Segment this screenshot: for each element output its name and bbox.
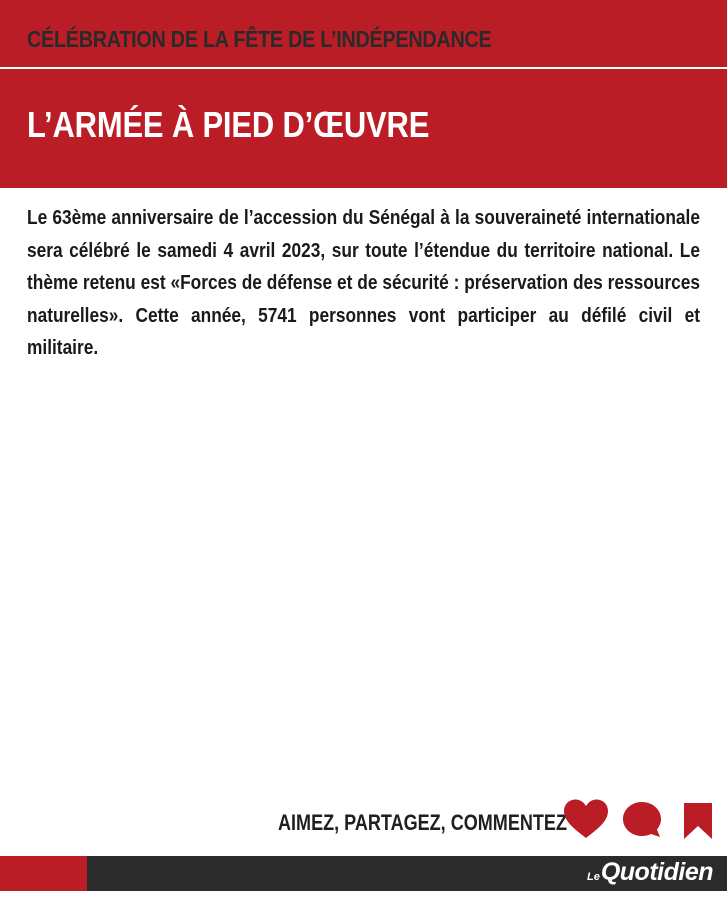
logo-prefix: Le bbox=[587, 871, 600, 883]
footer-bottom-margin bbox=[0, 891, 727, 908]
engagement-cta: AIMEZ, PARTAGEZ, COMMENTEZ bbox=[278, 810, 567, 835]
header-banner bbox=[0, 0, 727, 188]
bookmark-icon[interactable] bbox=[682, 802, 714, 840]
logo-name: Quotidien bbox=[600, 858, 713, 886]
le-quotidien-logo bbox=[587, 858, 713, 887]
kicker-title: CÉLÉBRATION DE LA FÊTE DE L’INDÉPENDANCE bbox=[27, 26, 492, 52]
footer-red-block bbox=[0, 856, 87, 891]
headline: L’ARMÉE À PIED D’ŒUVRE bbox=[27, 104, 430, 145]
header-divider bbox=[0, 67, 727, 69]
heart-icon[interactable] bbox=[562, 798, 610, 840]
article-body: Le 63ème anniversaire de l’accession du Sénégal à la souveraineté internationale sera célébré le samedi 4 avril 2023, sur toute l’étendue du territoire national. Le thème retenu est «Forces de défense et de sécurité : préservation des ressources naturelles». Cette année, 5741 personnes vont participer au défilé civil et militaire. bbox=[27, 207, 700, 360]
comment-icon[interactable] bbox=[622, 800, 664, 840]
